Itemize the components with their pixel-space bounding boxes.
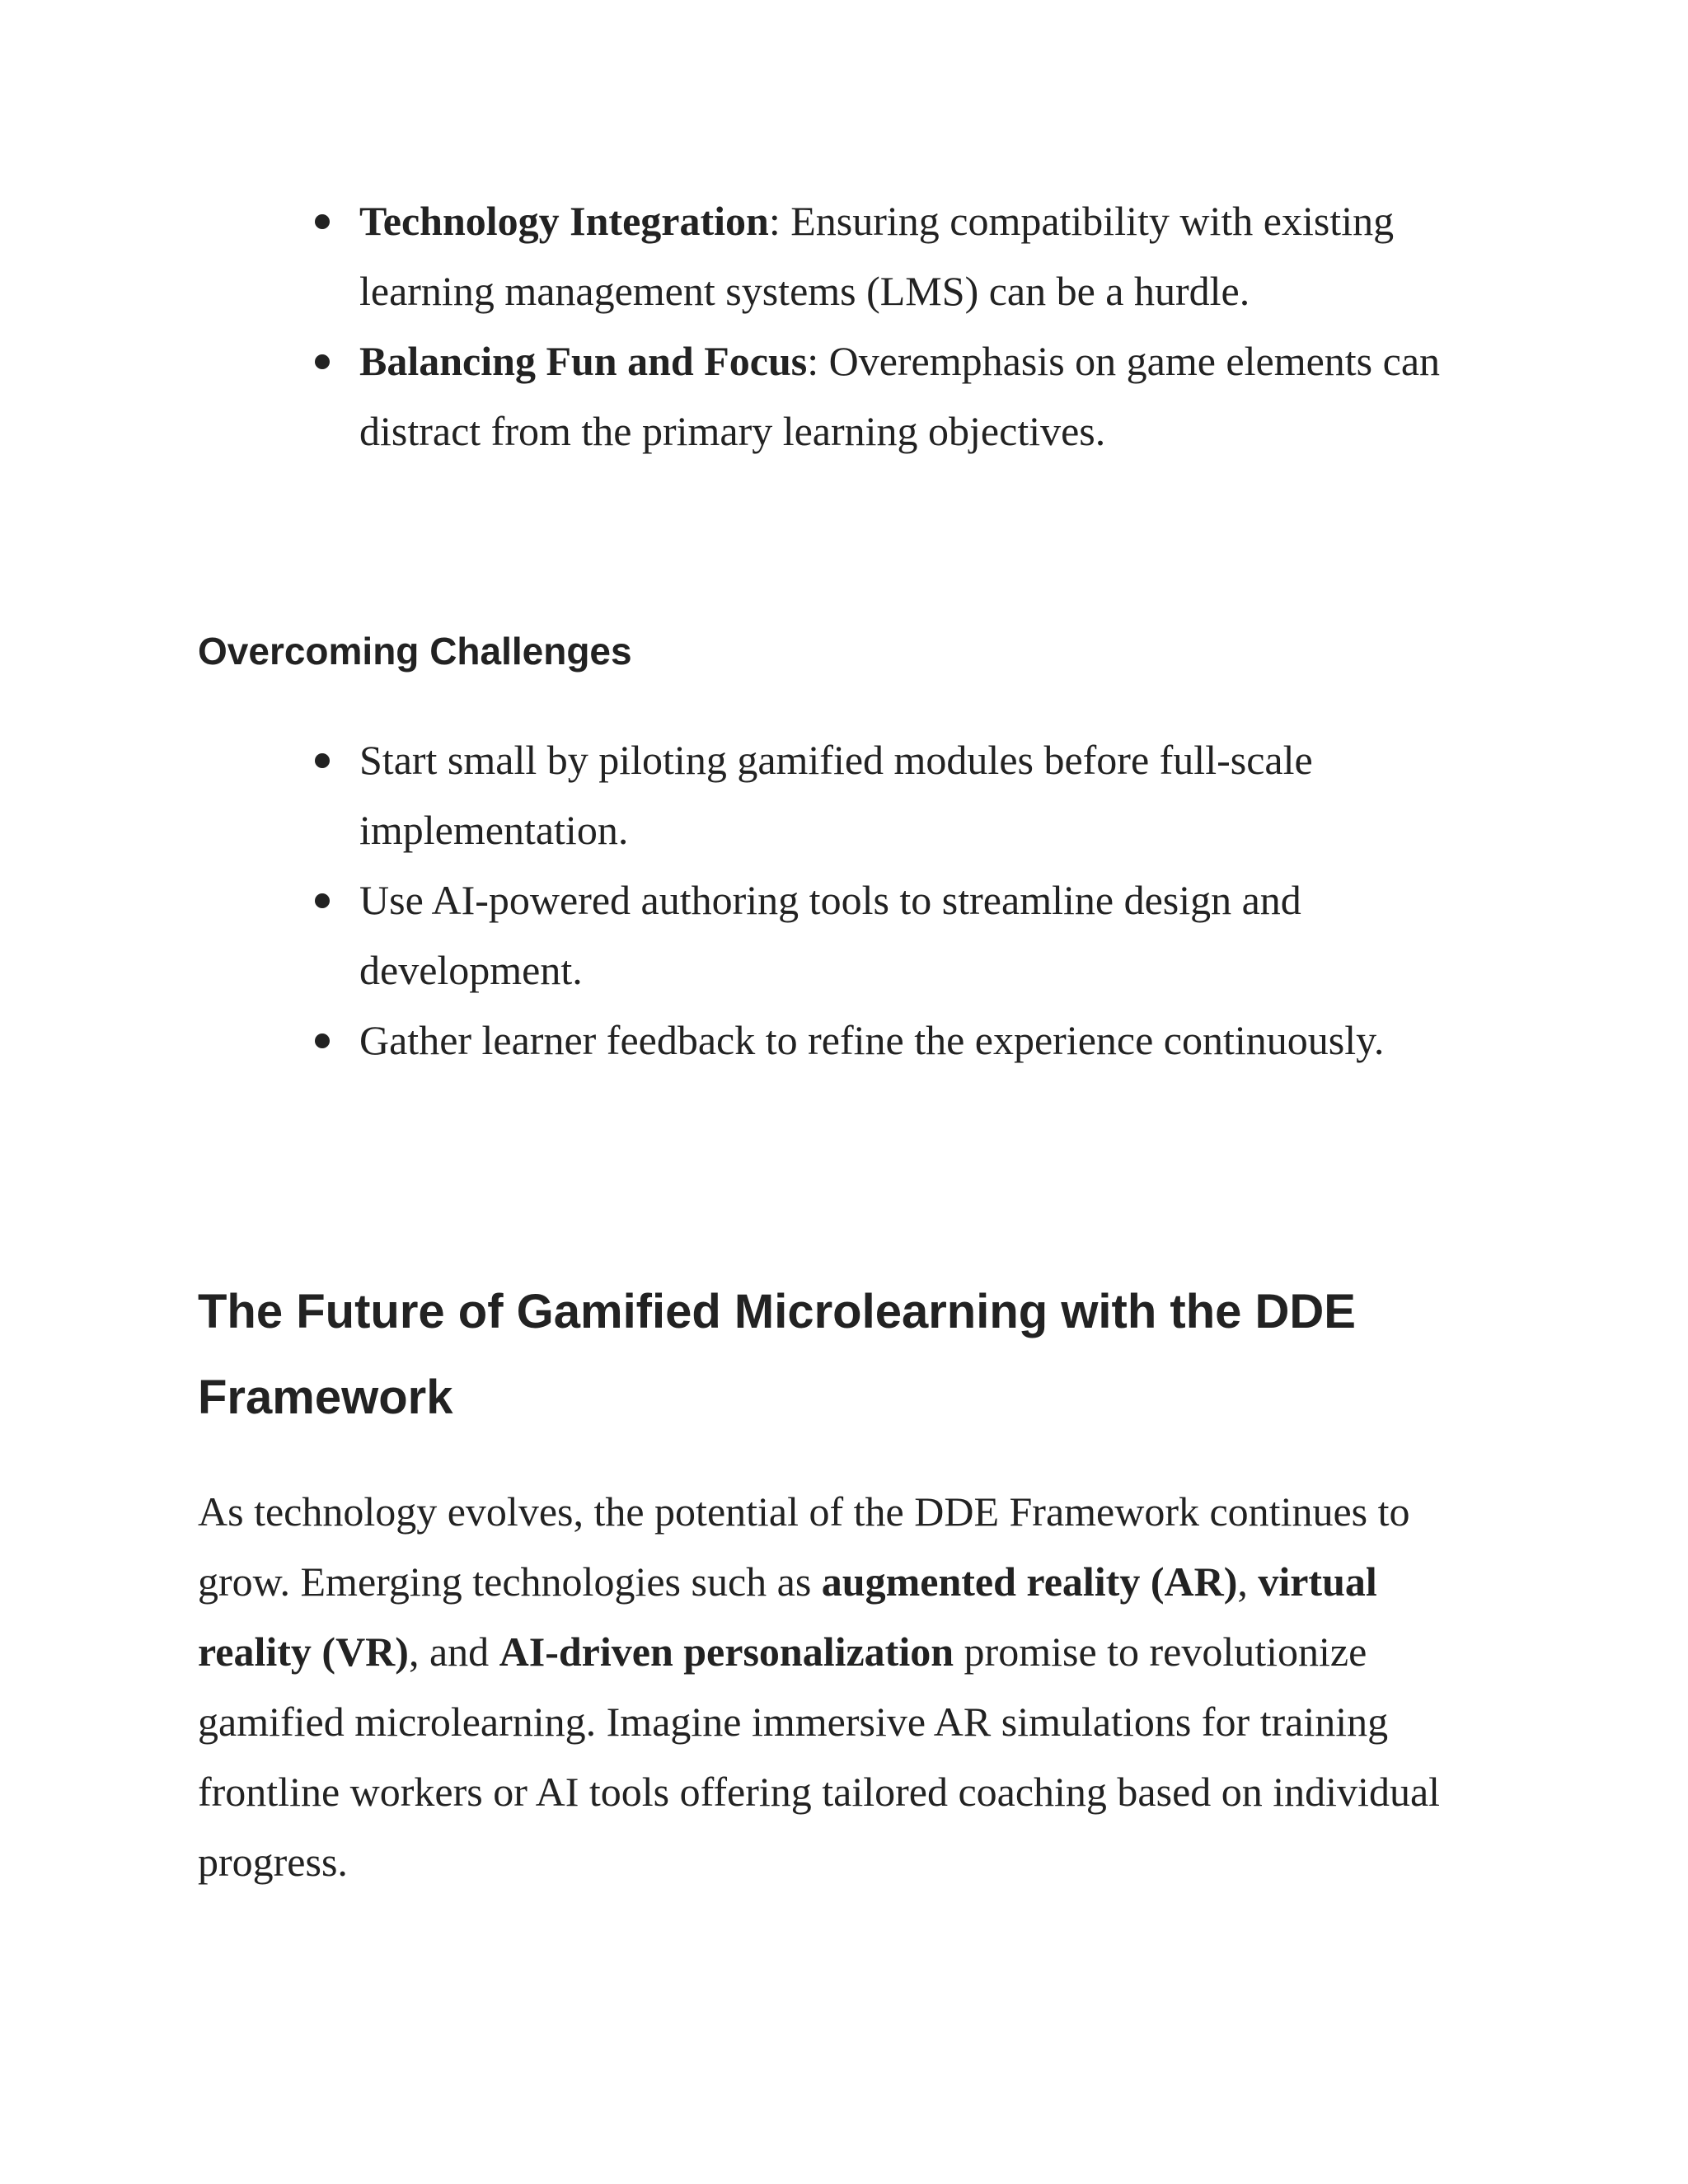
list-item [307,326,1485,466]
overcoming-list [307,725,1485,1076]
paragraph-bold: AI-driven personalization [499,1629,954,1675]
list-item-term: Technology Integration [359,198,769,244]
paragraph-text: promise to revolutionize gamified microlearning. Imagine immersive AR simulations for training frontline workers or AI tools offering tailored coaching based on individual progress. [198,1629,1441,1885]
list-item [307,865,1485,1005]
list-item-text: : Overemphasis on game elements can distract from the primary learning objectives. [359,338,1441,454]
list-item-text: Start small by piloting gamified modules before full-scale implementation. [359,737,1313,853]
paragraph-text: , [1237,1558,1259,1605]
bullet-icon [315,1033,330,1048]
list-item-text: Use AI-powered authoring tools to streamline design and development. [359,877,1301,993]
section-heading: The Future of Gamified Microlearning with the DDE Framework [198,1285,1356,1424]
paragraph-text: , and [408,1629,499,1675]
challenges-list [307,186,1485,466]
list-item-term: Balancing Fun and Focus [359,338,808,384]
paragraph-bold: virtual reality (VR) [198,1558,1377,1675]
paragraph-bold: augmented reality (AR) [821,1558,1238,1605]
list-item-text: Gather learner feedback to refine the experience continuously. [359,1017,1385,1063]
list-item [307,725,1485,865]
list-item [307,186,1485,326]
list-item-text: : Ensuring compatibility with existing learning management systems (LMS) can be a hurdle. [359,198,1395,314]
bullet-icon [315,214,330,229]
bullet-icon [315,893,330,908]
body-paragraph [198,1477,1484,1897]
paragraph-text: As technology evolves, the potential of the DDE Framework continues to grow. Emerging technologies such as [198,1488,1410,1605]
bullet-icon [315,354,330,369]
section-subheading: Overcoming Challenges [198,630,632,673]
list-item [307,1005,1485,1076]
bullet-icon [315,753,330,768]
